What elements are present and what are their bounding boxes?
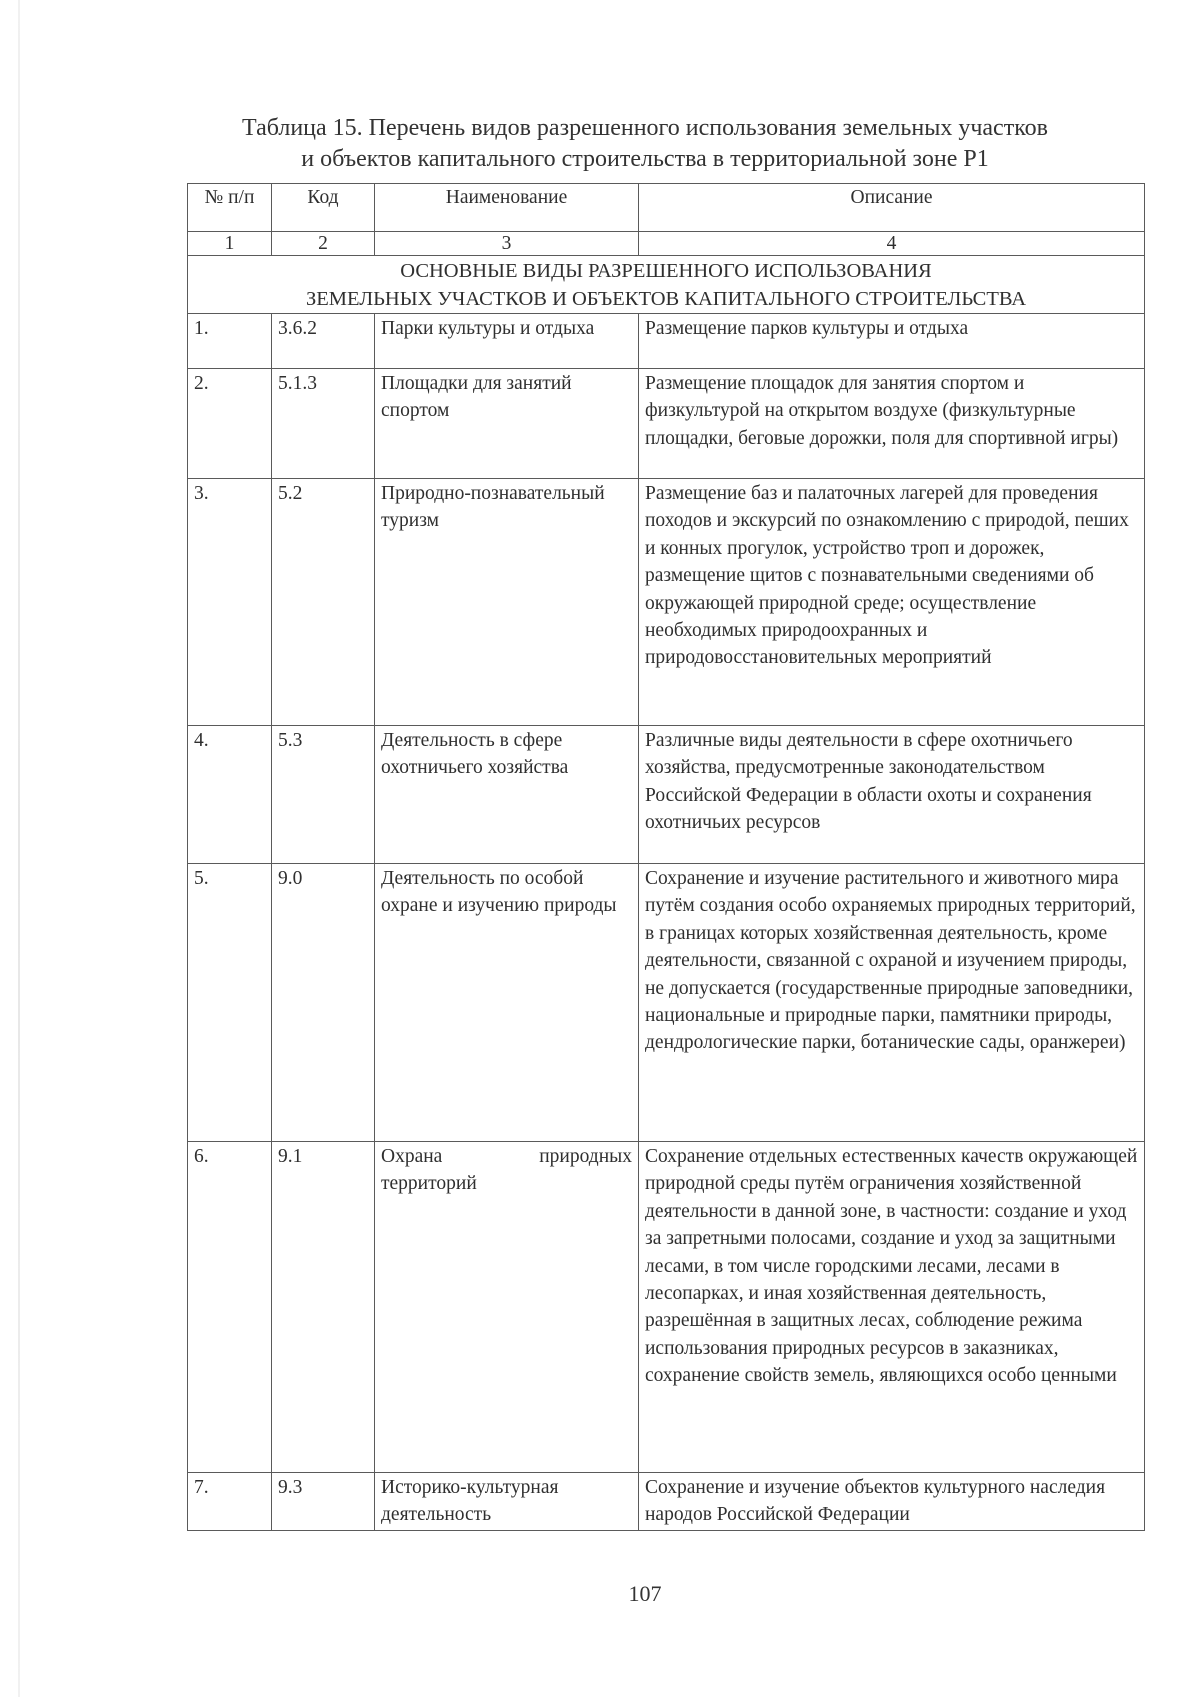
table-header-row [188, 184, 1145, 232]
column-number-1: 1 [188, 232, 272, 256]
row-number: 2. [188, 369, 272, 479]
section-title-line-2: ЗЕМЕЛЬНЫХ УЧАСТКОВ И ОБЪЕКТОВ КАПИТАЛЬНОГО СТРОИТЕЛЬСТВА [305, 288, 1027, 310]
row-number: 1. [188, 314, 272, 369]
row-number: 6. [188, 1142, 272, 1473]
table-caption-line-1: Таблица 15. Перечень видов разрешенного использования земельных участков [242, 115, 1048, 141]
row-description: Сохранение и изучение объектов культурного наследия народов Российской Федерации [639, 1473, 1145, 1531]
table-row [188, 864, 1145, 1142]
scan-edge-shadow [18, 0, 20, 1697]
header-description: Описание [639, 184, 1145, 232]
row-number: 5. [188, 864, 272, 1142]
table-row [188, 1142, 1145, 1473]
row-name: Деятельность в сфере охотничьего хозяйства [375, 726, 639, 864]
table-row [188, 726, 1145, 864]
column-number-row [188, 232, 1145, 256]
land-use-table [187, 183, 1145, 1531]
header-code: Код [272, 184, 375, 232]
section-title-row [188, 256, 1145, 314]
page-number: 107 [628, 1581, 662, 1606]
row-name: Природно-познавательный туризм [375, 479, 639, 726]
table-caption [150, 113, 1140, 175]
table-row [188, 1473, 1145, 1531]
row-number: 4. [188, 726, 272, 864]
row-description: Сохранение и изучение растительного и животного мира путём создания особо охраняемых природных территорий, в границах которых хозяйственная деятельность, кроме деятельности, связанной с охраной и изучением природы, не допускается (государственные природные заповедники, национальные и природные парки, памятники природы, дендрологические парки, ботанические сады, оранжереи) [639, 864, 1145, 1142]
column-number-2: 2 [272, 232, 375, 256]
header-name: Наименование [375, 184, 639, 232]
table-row [188, 479, 1145, 726]
table-row [188, 314, 1145, 369]
header-number: № п/п [188, 184, 272, 232]
row-code: 9.0 [272, 864, 375, 1142]
column-number-4: 4 [639, 232, 1145, 256]
row-name: Парки культуры и отдыха [375, 314, 639, 369]
section-title-line-1: ОСНОВНЫЕ ВИДЫ РАЗРЕШЕННОГО ИСПОЛЬЗОВАНИЯ [400, 260, 932, 282]
row-description: Различные виды деятельности в сфере охотничьего хозяйства, предусмотренные законодательством Российской Федерации в области охоты и сохранения охотничьих ресурсов [639, 726, 1145, 864]
row-code: 5.1.3 [272, 369, 375, 479]
row-description: Размещение парков культуры и отдыха [639, 314, 1145, 369]
row-code: 5.2 [272, 479, 375, 726]
row-name: Деятельность по особой охране и изучению природы [375, 864, 639, 1142]
row-code: 9.3 [272, 1473, 375, 1531]
row-code: 9.1 [272, 1142, 375, 1473]
section-title [188, 256, 1145, 314]
table-row [188, 369, 1145, 479]
row-description: Сохранение отдельных естественных качеств окружающей природной среды путём ограничения хозяйственной деятельности в данной зоне, в частности: создание и уход за запретными полосами, создание и уход за защитными лесами, в том числе городскими лесами, лесами в лесопарках, и иная хозяйственная деятельность, разрешённая в защитных лесах, соблюдение режима использования природных ресурсов в заказниках, сохранение свойств земель, являющихся особо ценными [639, 1142, 1145, 1473]
column-number-3: 3 [375, 232, 639, 256]
table-caption-line-2: и объектов капитального строительства в территориальной зоне Р1 [301, 146, 989, 172]
row-number: 3. [188, 479, 272, 726]
row-description: Размещение баз и палаточных лагерей для проведения походов и экскурсий по ознакомлению с природой, пеших и конных прогулок, устройство троп и дорожек, размещение щитов с познавательными сведениями об окружающей природной среде; осуществление необходимых природоохранных и природовосстановительных мероприятий [639, 479, 1145, 726]
row-number: 7. [188, 1473, 272, 1531]
row-code: 5.3 [272, 726, 375, 864]
row-name: Историко-культурная деятельность [375, 1473, 639, 1531]
row-description: Размещение площадок для занятия спортом и физкультурой на открытом воздухе (физкультурные площадки, беговые дорожки, поля для спортивной игры) [639, 369, 1145, 479]
row-code: 3.6.2 [272, 314, 375, 369]
row-name: Охрана природных территорий [375, 1142, 639, 1473]
row-name: Площадки для занятий спортом [375, 369, 639, 479]
